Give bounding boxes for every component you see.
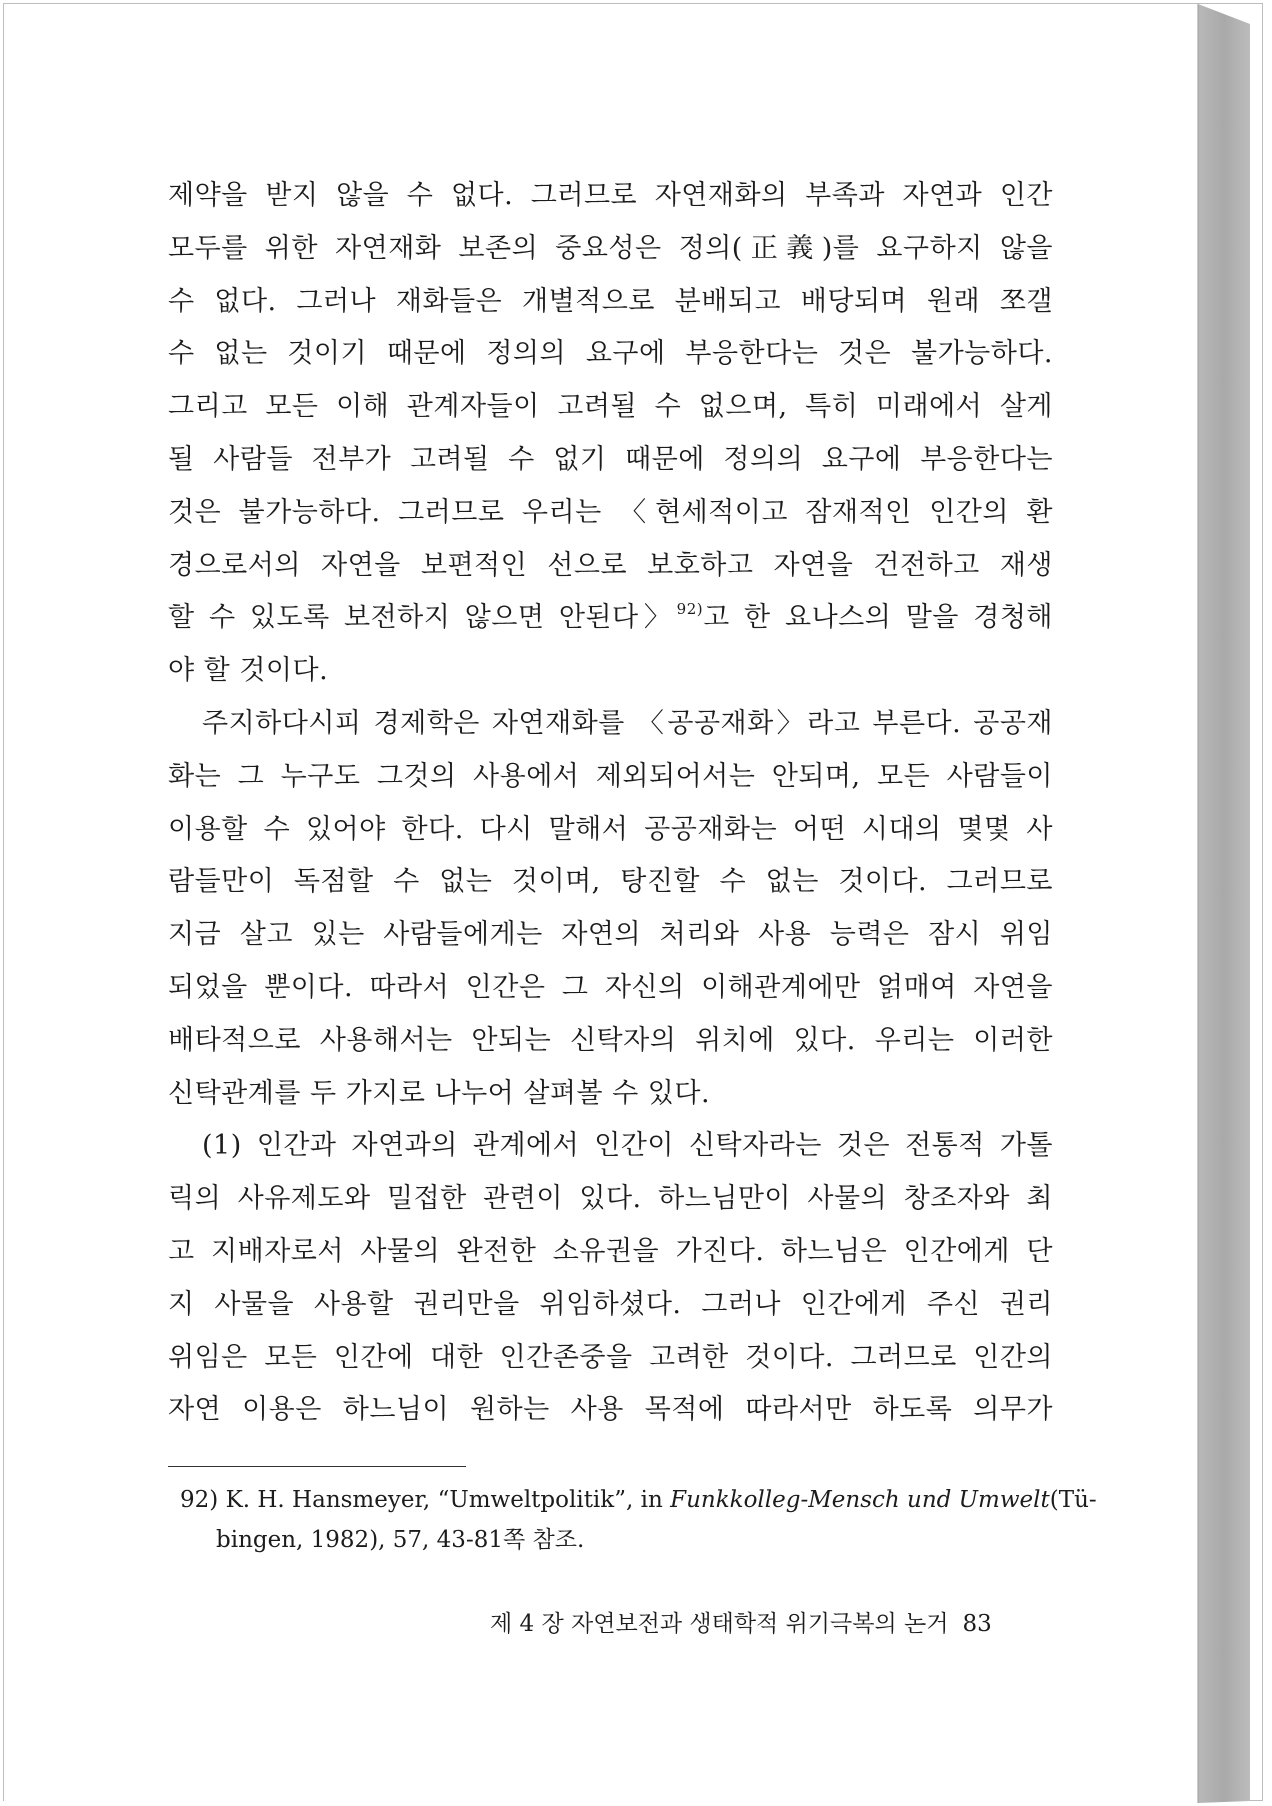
footnote-number: 92)	[180, 1487, 219, 1513]
chapter-title: 제 4 장 자연보전과 생태학적 위기극복의 논거	[490, 1611, 949, 1637]
body-line: 위임은 모든 인간에 대한 인간존중을 고려한 것이다. 그러므로 인간의	[168, 1341, 1053, 1373]
body-line: 이용할 수 있어야 한다. 다시 말해서 공공재화는 어떤 시대의 몇몇 사	[168, 813, 1053, 845]
page-number: 83	[962, 1611, 992, 1637]
body-line: 수 없는 것이기 때문에 정의의 요구에 부응한다는 것은 불가능하다.	[168, 338, 1053, 370]
body-line-part: 할 수 있도록 보전하지 않으면 안된다〉	[168, 602, 677, 634]
body-line: 신탁관계를 두 가지로 나누어 살펴볼 수 있다.	[168, 1077, 711, 1109]
body-line: 람들만이 독점할 수 없는 것이며, 탕진할 수 없는 것이다. 그러므로	[168, 866, 1053, 898]
footnote-divider	[168, 1466, 466, 1467]
body-line: 자연 이용은 하느님이 원하는 사용 목적에 따라서만 하도록 의무가	[168, 1394, 1053, 1426]
footnote-line: bingen, 1982), 57, 43-81쪽 참조.	[216, 1527, 585, 1553]
body-line: 그리고 모든 이해 관계자들이 고려될 수 없으며, 특히 미래에서 살게	[168, 391, 1053, 423]
body-line-part: 고 한 요나스의 말을 경청해	[703, 602, 1053, 634]
footnote	[180, 1480, 1097, 1560]
body-line: 경으로서의 자연을 보편적인 선으로 보호하고 자연을 건전하고 재생	[168, 549, 1053, 581]
body-line: 되었을 뿐이다. 따라서 인간은 그 자신의 이해관계에만 얽매여 자연을	[168, 971, 1053, 1003]
body-line: 수 없다. 그러나 재화들은 개별적으로 분배되고 배당되며 원래 쪼갤	[168, 285, 1053, 317]
body-line: 릭의 사유제도와 밀접한 관련이 있다. 하느님만이 사물의 창조자와 최	[168, 1183, 1053, 1215]
footnote-author: K. H. Hansmeyer,	[225, 1487, 431, 1513]
body-line: 지 사물을 사용할 권리만을 위임하셨다. 그러나 인간에게 주신 권리	[168, 1288, 1053, 1320]
body-line: 배타적으로 사용해서는 안되는 신탁자의 위치에 있다. 우리는 이러한	[168, 1024, 1053, 1056]
footnote-line	[180, 1480, 1097, 1520]
footnote-article: “Umweltpolitik”,	[437, 1487, 634, 1513]
body-line: 것은 불가능하다. 그러므로 우리는 〈현세적이고 잠재적인 인간의 환	[168, 496, 1053, 528]
paragraph-first-line: 주지하다시피 경제학은 자연재화를 〈공공재화〉라고 부른다. 공공재	[202, 707, 1053, 739]
body-line: 야 할 것이다.	[168, 655, 329, 687]
body-line: 화는 그 누구도 그것의 사용에서 제외되어서는 안되며, 모든 사람들이	[168, 760, 1053, 792]
body-line	[168, 592, 1053, 645]
footnote-line1-tail: (Tü-	[1049, 1487, 1097, 1513]
body-text	[168, 170, 1053, 1437]
body-line: 모두를 위한 자연재화 보존의 중요성은 정의(正義)를 요구하지 않을	[168, 232, 1053, 264]
body-line: 될 사람들 전부가 고려될 수 없기 때문에 정의의 요구에 부응한다는	[168, 443, 1053, 475]
paragraph-first-line: (1) 인간과 자연과의 관계에서 인간이 신탁자라는 것은 전통적 가톨	[202, 1130, 1053, 1162]
body-line: 고 지배자로서 사물의 완전한 소유권을 가진다. 하느님은 인간에게 단	[168, 1235, 1053, 1267]
footnote-book-title: Funkkolleg-Mensch und Umwelt	[670, 1487, 1050, 1513]
body-line: 제약을 받지 않을 수 없다. 그러므로 자연재화의 부족과 자연과 인간	[168, 180, 1053, 211]
footnote-reference: 92)	[676, 600, 704, 619]
footnote-in: in	[640, 1487, 663, 1513]
running-footer	[490, 1606, 1020, 1642]
body-line: 지금 살고 있는 사람들에게는 자연의 처리와 사용 능력은 잠시 위임	[168, 919, 1053, 951]
